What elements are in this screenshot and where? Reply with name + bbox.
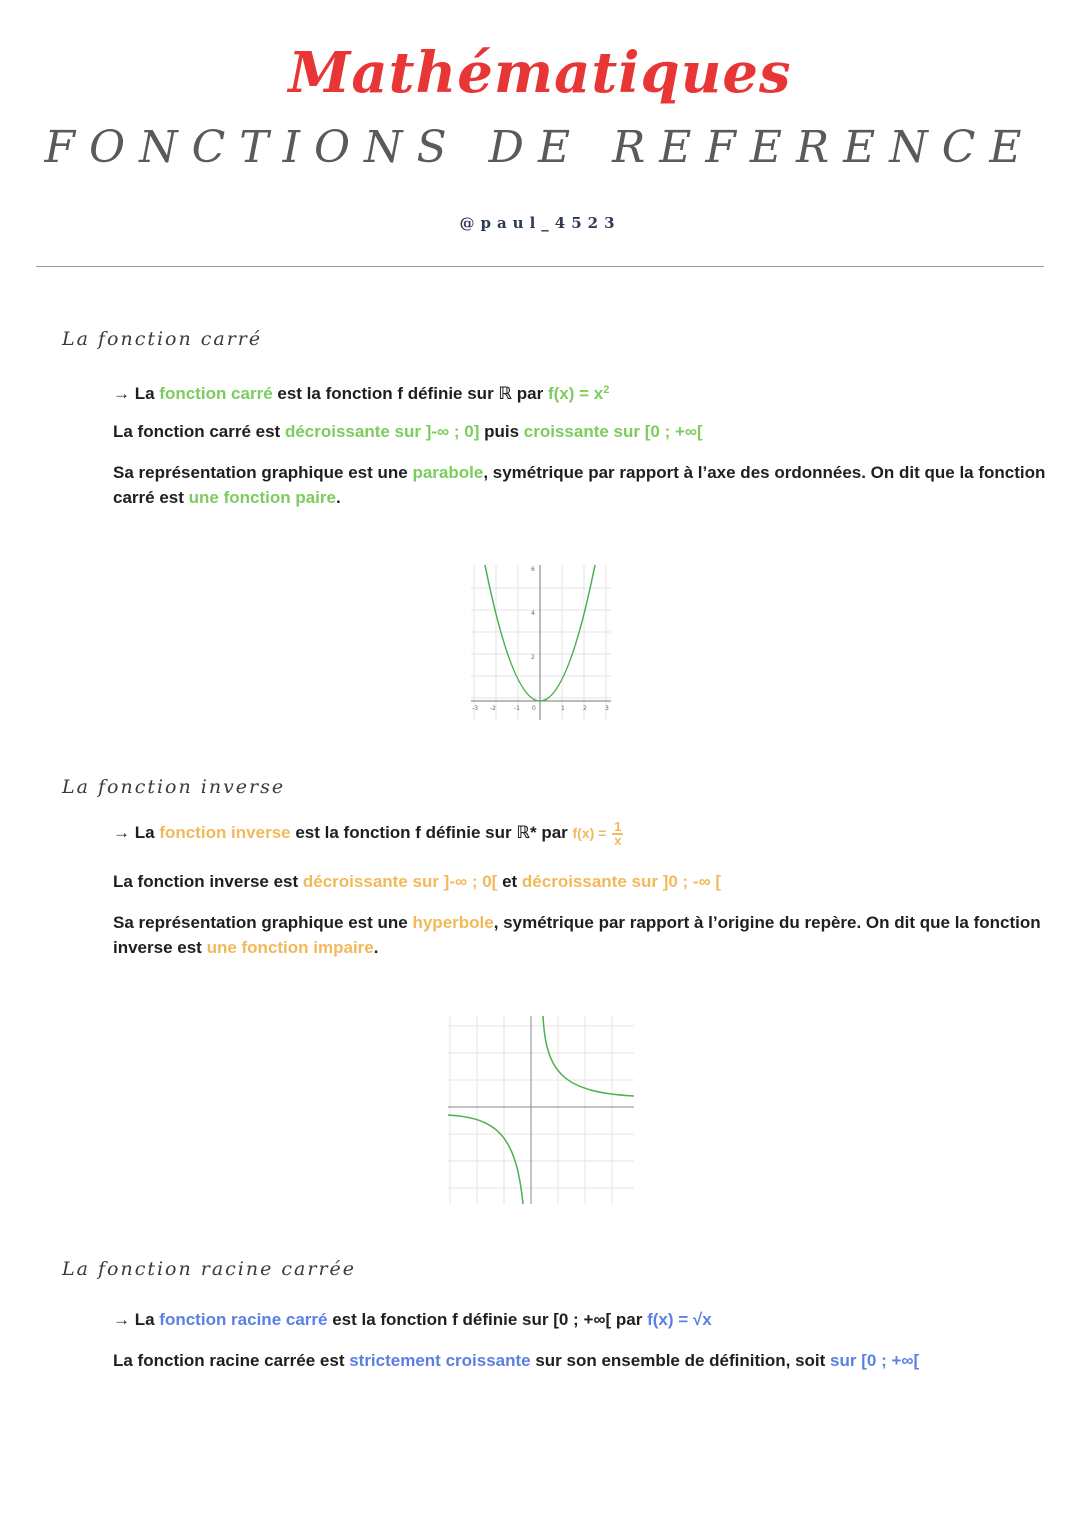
- text: .: [373, 938, 379, 957]
- x-tick-label: -1: [514, 705, 520, 712]
- y-tick-label: 2: [531, 654, 535, 661]
- denominator: x: [614, 832, 622, 848]
- fraction: [612, 818, 623, 848]
- y-tick-label: 6: [531, 566, 535, 573]
- text: est la fonction f définie sur ℝ par: [272, 384, 548, 403]
- page-subtitle: FONCTIONS DE REFERENCE: [44, 122, 1036, 173]
- highlight: fonction carré: [159, 384, 273, 403]
- text: sur son ensemble de définition, soit: [530, 1351, 831, 1370]
- text: , symétrique par rapport à l’origine du repère. On dit que la fonction inverse est: [113, 913, 1041, 957]
- text: Sa représentation graphique est une: [113, 463, 413, 482]
- text: puis: [479, 422, 524, 441]
- text: est la fonction f définie sur [0 ; +∞[ par: [327, 1310, 648, 1329]
- carre-definition: [113, 378, 1048, 406]
- x-tick-label: -3: [472, 705, 478, 712]
- page-title: Mathématiques: [288, 40, 792, 106]
- x-tick-label: -2: [490, 705, 496, 712]
- text: La fonction carré est: [113, 422, 285, 441]
- section-heading-racine: La fonction racine carrée: [62, 1258, 357, 1280]
- carre-variation: [113, 419, 1048, 444]
- section-heading-carre: La fonction carré: [62, 328, 263, 350]
- formula: f(x) = x: [547, 384, 604, 403]
- highlight: fonction racine carré: [159, 1310, 328, 1329]
- x-tick-label: 2: [583, 705, 587, 712]
- text: Sa représentation graphique est une: [113, 913, 413, 932]
- formula: f(x) = √x: [647, 1310, 712, 1329]
- author-handle: @paul_4523: [459, 214, 621, 232]
- text: La fonction inverse est: [113, 872, 303, 891]
- inverse-variation: [113, 869, 1048, 894]
- x-tick-label: 0: [532, 705, 536, 712]
- exponent: 2: [603, 384, 610, 396]
- section-heading-inverse: La fonction inverse: [62, 776, 286, 798]
- x-tick-label: 3: [605, 705, 609, 712]
- inverse-definition: [113, 820, 1048, 847]
- highlight: sur [0 ; +∞[: [830, 1351, 920, 1370]
- highlight: fonction inverse: [159, 823, 291, 842]
- text: .: [335, 488, 341, 507]
- text: , symétrique par rapport à l’axe des ordonnées. On dit que la fonction carré est: [113, 463, 1046, 507]
- hyperbola-branch-positive: [543, 1016, 634, 1096]
- highlight: une fonction paire: [188, 488, 336, 507]
- highlight: strictement croissante: [349, 1351, 531, 1370]
- numerator: 1: [614, 818, 622, 834]
- grid: [448, 1016, 634, 1204]
- x-tick-label: 1: [561, 705, 565, 712]
- carre-graph-description: [113, 460, 1048, 510]
- text: → La: [113, 823, 160, 842]
- header-divider: [36, 266, 1044, 267]
- hyperbola-graph: [446, 1014, 636, 1206]
- y-tick-label: 4: [531, 610, 535, 617]
- hyperbola-branch-negative: [448, 1115, 523, 1204]
- highlight: hyperbole: [412, 913, 494, 932]
- text: → La: [113, 384, 160, 403]
- highlight: décroissante sur ]-∞ ; 0]: [284, 422, 480, 441]
- parabola-graph: [466, 560, 616, 724]
- text: → La: [113, 1310, 160, 1329]
- text: est la fonction f définie sur ℝ* par: [290, 823, 573, 842]
- formula: f(x) =: [572, 825, 611, 841]
- highlight: décroissante sur ]-∞ ; 0[: [302, 872, 498, 891]
- racine-variation: [113, 1348, 1048, 1373]
- highlight: une fonction impaire: [206, 938, 374, 957]
- racine-definition: [113, 1307, 1048, 1332]
- highlight: parabole: [412, 463, 484, 482]
- highlight: croissante sur [0 ; +∞[: [523, 422, 703, 441]
- highlight: décroissante sur ]0 ; -∞ [: [521, 872, 722, 891]
- inverse-graph-description: [113, 910, 1048, 960]
- text: La fonction racine carrée est: [113, 1351, 350, 1370]
- text: et: [497, 872, 522, 891]
